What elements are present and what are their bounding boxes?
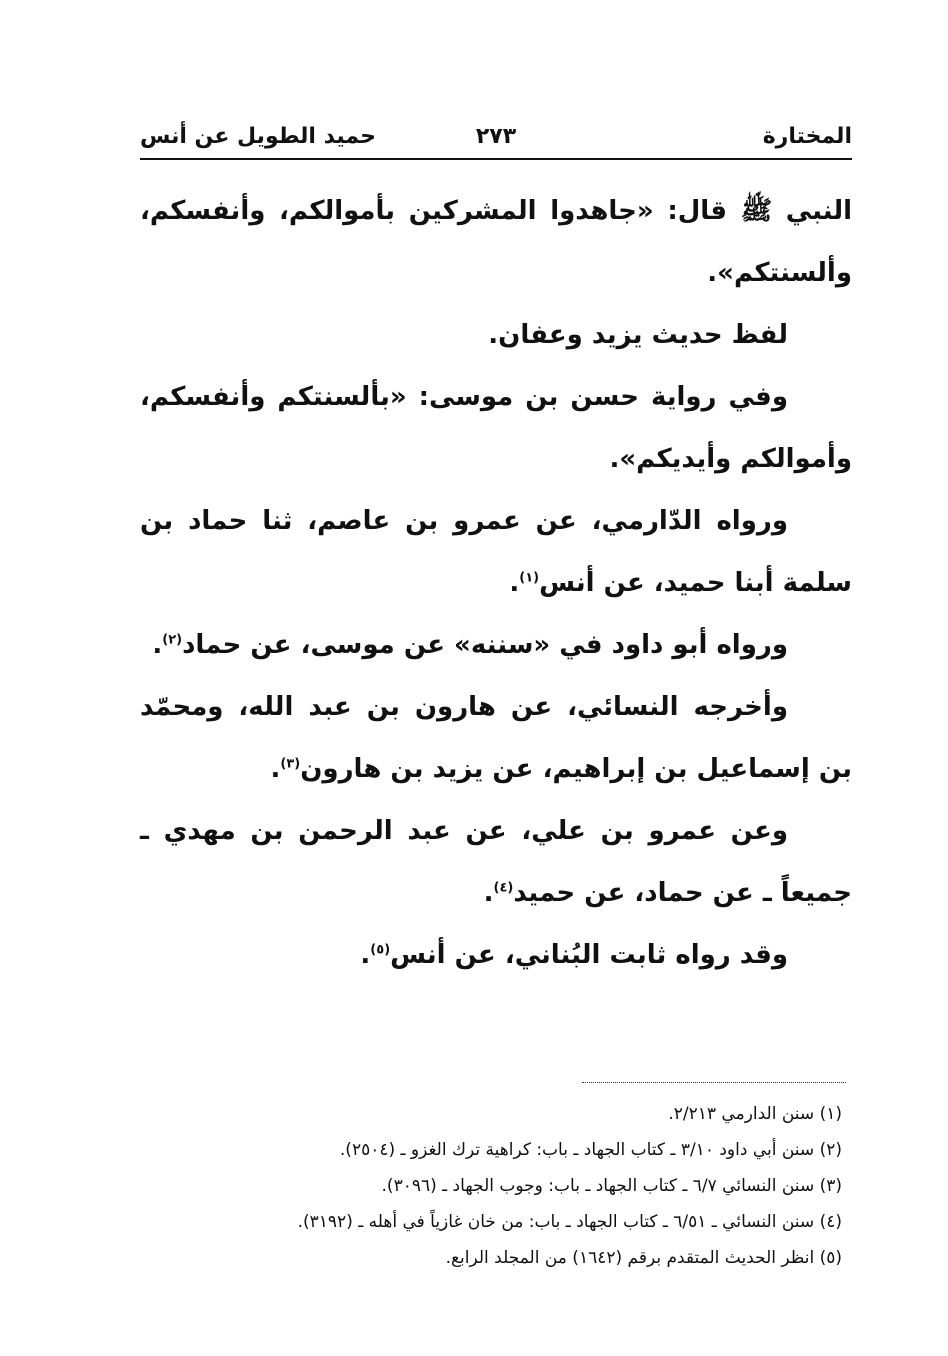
footnote: (٢) سنن أبي داود ٣/١٠ ـ كتاب الجهاد ـ باب: كراهية ترك الغزو ـ (٢٥٠٤). bbox=[339, 1140, 842, 1160]
section-title: حميد الطويل عن أنس bbox=[140, 124, 376, 149]
footnote-ref[interactable]: (٥) bbox=[370, 942, 391, 958]
footnote: (٣) سنن النسائي ٦/٧ ـ كتاب الجهاد ـ باب: وجوب الجهاد ـ (٣٠٩٦). bbox=[381, 1176, 842, 1196]
footnote-ref[interactable]: (٢) bbox=[162, 632, 183, 648]
footnote-ref[interactable]: (٣) bbox=[280, 756, 301, 772]
paragraph: لفظ حديث يزيد وعفان. bbox=[488, 320, 788, 350]
paragraph: النبي ﷺ قال: «جاهدوا المشركين بأموالكم، وأنفسكم، وألسنتكم». bbox=[140, 196, 852, 288]
footnote-ref[interactable]: (٤) bbox=[493, 880, 514, 896]
header-divider bbox=[140, 158, 852, 160]
footnote: (٤) سنن النسائي ـ ٦/٥١ ـ كتاب الجهاد ـ باب: من خان غازياً في أهله ـ (٣١٩٢). bbox=[297, 1212, 842, 1232]
paragraph: وفي رواية حسن بن موسى: «بألسنتكم وأنفسكم، وأموالكم وأيديكم». bbox=[140, 382, 852, 474]
paragraph: وقد رواه ثابت البُناني، عن أنس$^{(٥)}$. bbox=[360, 940, 788, 970]
page-number: ٢٧٣ bbox=[475, 124, 517, 149]
footnote-divider bbox=[582, 1082, 846, 1083]
footnote-ref[interactable]: (١) bbox=[519, 570, 540, 586]
paragraph: ورواه أبو داود في «سننه» عن موسى، عن حماد$^{(٢)}$. bbox=[152, 630, 788, 660]
book-title: المختارة bbox=[762, 124, 852, 149]
footnote: (١) سنن الدارمي ٢/٢١٣. bbox=[668, 1104, 842, 1124]
footnote: (٥) انظر الحديث المتقدم برقم (١٦٤٢) من المجلد الرابع. bbox=[445, 1248, 842, 1268]
paragraph: ورواه الدّارمي، عن عمرو بن عاصم، ثنا حماد بن سلمة أبنا حميد، عن أنس$^{(١)}$. bbox=[140, 506, 852, 598]
footnotes bbox=[140, 1096, 852, 1276]
running-header bbox=[140, 118, 852, 158]
main-text bbox=[140, 180, 852, 986]
paragraph: وعن عمرو بن علي، عن عبد الرحمن بن مهدي ـ جميعاً ـ عن حماد، عن حميد$^{(٤)}$. bbox=[140, 816, 852, 908]
paragraph: وأخرجه النسائي، عن هارون بن عبد الله، ومحمّد بن إسماعيل بن إبراهيم، عن يزيد بن هارون$^{(٣)}$. bbox=[140, 692, 852, 784]
